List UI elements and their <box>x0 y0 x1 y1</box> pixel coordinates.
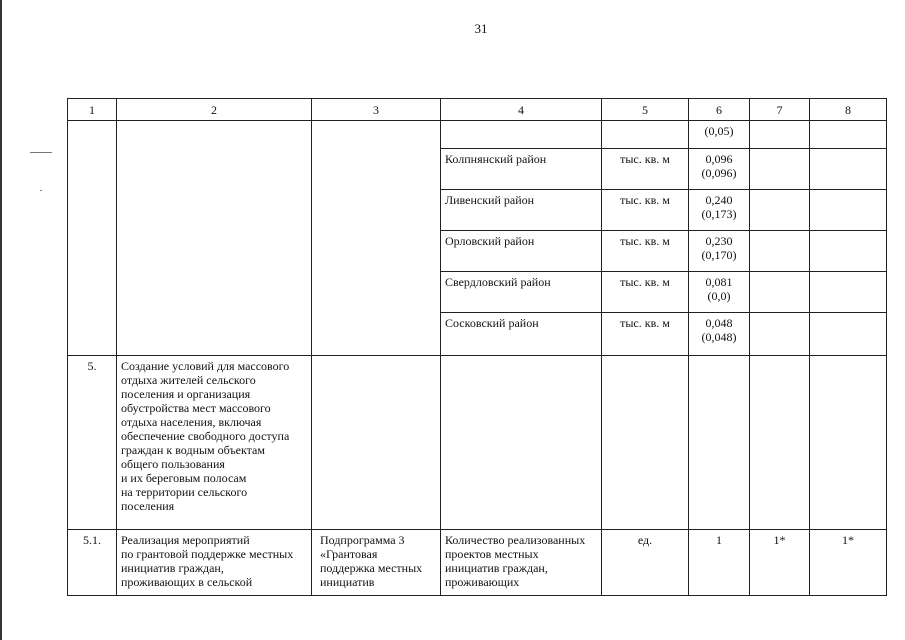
row-number: 5. <box>68 356 117 530</box>
column-number: 5 <box>602 99 689 121</box>
cell-empty <box>750 121 810 149</box>
table-row <box>68 530 887 596</box>
column-number-row <box>68 99 887 121</box>
margin-mark <box>40 190 42 191</box>
cell-empty <box>810 231 887 272</box>
row-number: 5.1. <box>68 530 117 596</box>
district-name: Ливенский район <box>441 190 602 231</box>
cell-empty <box>602 121 689 149</box>
page-number: 31 <box>474 21 488 36</box>
cell-empty <box>810 121 887 149</box>
cell-empty <box>117 121 312 356</box>
unit-cell: ед. <box>602 530 689 596</box>
activity-description: Реализация мероприятий по грантовой поддержке местных инициатив граждан, проживающих в сельской <box>117 530 312 596</box>
cell-empty <box>689 356 750 530</box>
column-number: 6 <box>689 99 750 121</box>
column-number: 8 <box>810 99 887 121</box>
unit-cell: тыс. кв. м <box>602 231 689 272</box>
cell-value: (0,05) <box>689 121 750 149</box>
cell-empty <box>750 190 810 231</box>
cell-empty <box>441 356 602 530</box>
cell-empty <box>750 313 810 356</box>
unit-cell: тыс. кв. м <box>602 149 689 190</box>
cell-value: 0,240 (0,173) <box>689 190 750 231</box>
cell-empty <box>312 121 441 356</box>
cell-value: 0,048 (0,048) <box>689 313 750 356</box>
cell-empty <box>602 356 689 530</box>
cell-value: 1* <box>750 530 810 596</box>
cell-empty <box>810 272 887 313</box>
cell-empty <box>750 272 810 313</box>
indicator-description: Количество реализованных проектов местных инициатив граждан, проживающих <box>441 530 602 596</box>
district-name: Колпнянский район <box>441 149 602 190</box>
cell-empty <box>68 121 117 356</box>
column-number: 1 <box>68 99 117 121</box>
district-name: Свердловский район <box>441 272 602 313</box>
margin-mark <box>30 152 52 153</box>
data-table <box>67 98 887 596</box>
cell-empty <box>312 356 441 530</box>
page-left-border <box>0 0 2 640</box>
table-row <box>68 356 887 530</box>
cell-empty <box>750 231 810 272</box>
cell-empty <box>810 356 887 530</box>
cell-empty <box>810 313 887 356</box>
cell-empty <box>441 121 602 149</box>
unit-cell: тыс. кв. м <box>602 190 689 231</box>
cell-empty <box>810 149 887 190</box>
cell-value: 1* <box>810 530 887 596</box>
cell-empty <box>750 149 810 190</box>
unit-cell: тыс. кв. м <box>602 272 689 313</box>
unit-cell: тыс. кв. м <box>602 313 689 356</box>
section-description: Создание условий для массового отдыха жителей сельского поселения и организация обустройства мест массового отдыха населения, включая обеспечение свободного доступа граждан к водным объектам общего пользования и их береговым полосам на территории сельского поселения <box>117 356 312 530</box>
cell-empty <box>750 356 810 530</box>
column-number: 7 <box>750 99 810 121</box>
cell-value: 0,230 (0,170) <box>689 231 750 272</box>
district-name: Орловский район <box>441 231 602 272</box>
table-row <box>68 121 887 149</box>
program-description: Подпрограмма 3 «Грантовая поддержка местных инициатив <box>312 530 441 596</box>
cell-value: 0,096 (0,096) <box>689 149 750 190</box>
column-number: 4 <box>441 99 602 121</box>
cell-value: 0,081 (0,0) <box>689 272 750 313</box>
cell-value: 1 <box>689 530 750 596</box>
district-name: Сосковский район <box>441 313 602 356</box>
cell-empty <box>810 190 887 231</box>
column-number: 3 <box>312 99 441 121</box>
column-number: 2 <box>117 99 312 121</box>
